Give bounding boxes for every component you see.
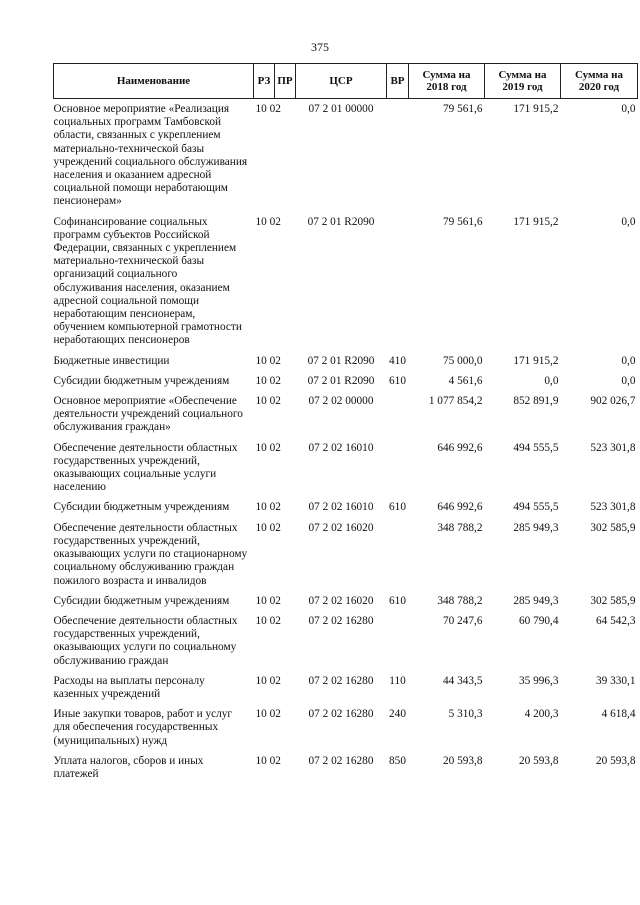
row-sum-2020: 523 301,8 bbox=[590, 441, 636, 454]
row-csr: 07 2 02 16280 bbox=[308, 614, 374, 627]
row-csr: 07 2 02 16280 bbox=[308, 708, 374, 721]
row-sum-2018: 646 992,6 bbox=[437, 501, 483, 514]
row-sum-2018: 4 561,6 bbox=[448, 374, 483, 387]
row-rzpr: 10 02 bbox=[255, 521, 281, 534]
row-sum-2018: 79 561,6 bbox=[442, 103, 483, 115]
row-csr: 07 2 02 16010 bbox=[308, 441, 374, 454]
row-rzpr: 10 02 bbox=[255, 354, 281, 367]
row-sum-2020: 0,0 bbox=[621, 103, 636, 115]
row-sum-2020: 4 618,4 bbox=[601, 708, 636, 721]
table-row bbox=[54, 591, 638, 611]
row-name: Бюджетные инвестиции bbox=[53, 354, 170, 367]
row-sum-2019: 852 891,9 bbox=[513, 395, 559, 408]
row-csr: 07 2 02 16280 bbox=[308, 674, 374, 687]
header-name: Наименование bbox=[54, 64, 254, 99]
row-name: Расходы на выплаты персоналу казенных учреждений bbox=[53, 674, 205, 700]
row-csr: 07 2 02 16280 bbox=[308, 754, 374, 767]
row-sum-2018: 348 788,2 bbox=[437, 594, 483, 607]
row-sum-2020: 64 542,3 bbox=[595, 614, 636, 627]
table-row bbox=[54, 351, 638, 371]
row-sum-2019: 494 555,5 bbox=[513, 441, 559, 454]
row-sum-2019: 0,0 bbox=[544, 374, 559, 387]
row-vr bbox=[387, 438, 409, 498]
table-header-row bbox=[54, 64, 638, 99]
row-sum-2018: 44 343,5 bbox=[442, 674, 483, 687]
row-sum-2018: 1 077 854,2 bbox=[428, 395, 483, 408]
row-vr: 850 bbox=[389, 754, 406, 767]
row-sum-2018: 20 593,8 bbox=[442, 754, 483, 767]
row-vr: 410 bbox=[389, 354, 406, 367]
row-sum-2019: 171 915,2 bbox=[513, 103, 559, 115]
row-rzpr: 10 02 bbox=[255, 103, 281, 115]
header-csr: ЦСР bbox=[296, 64, 387, 99]
header-pr: ПР bbox=[275, 64, 296, 99]
row-vr bbox=[387, 212, 409, 351]
header-rz: РЗ bbox=[254, 64, 275, 99]
row-name: Уплата налогов, сборов и иных платежей bbox=[53, 754, 204, 780]
row-sum-2018: 5 310,3 bbox=[448, 708, 483, 721]
row-csr: 07 2 01 00000 bbox=[308, 103, 374, 115]
row-name: Иные закупки товаров, работ и услуг для обеспечения государственных (муниципальных) нужд bbox=[53, 708, 233, 747]
row-sum-2019: 20 593,8 bbox=[518, 754, 559, 767]
table-row bbox=[54, 438, 638, 498]
row-sum-2020: 302 585,9 bbox=[590, 594, 636, 607]
row-vr: 240 bbox=[389, 708, 406, 721]
row-sum-2018: 348 788,2 bbox=[437, 521, 483, 534]
table-row bbox=[54, 391, 638, 438]
row-rzpr: 10 02 bbox=[255, 501, 281, 514]
row-sum-2019: 60 790,4 bbox=[518, 614, 559, 627]
row-vr: 610 bbox=[389, 594, 406, 607]
row-rzpr: 10 02 bbox=[255, 374, 281, 387]
row-sum-2020: 902 026,7 bbox=[590, 395, 636, 408]
row-rzpr: 10 02 bbox=[255, 614, 281, 627]
row-rzpr: 10 02 bbox=[255, 395, 281, 408]
row-csr: 07 2 02 16010 bbox=[308, 501, 374, 514]
row-vr: 610 bbox=[389, 374, 406, 387]
row-csr: 07 2 01 R2090 bbox=[307, 354, 375, 367]
table-row bbox=[54, 371, 638, 391]
row-name: Субсидии бюджетным учреждениям bbox=[53, 374, 230, 387]
table-row bbox=[54, 518, 638, 591]
row-rzpr: 10 02 bbox=[255, 674, 281, 687]
header-vr: ВР bbox=[387, 64, 409, 99]
row-csr: 07 2 01 R2090 bbox=[307, 215, 375, 228]
table-row bbox=[54, 611, 638, 671]
header-sum-2019: Сумма на 2019 год bbox=[485, 64, 561, 99]
row-rzpr: 10 02 bbox=[255, 708, 281, 721]
row-sum-2019: 285 949,3 bbox=[513, 594, 559, 607]
table-row bbox=[54, 751, 638, 784]
row-rzpr: 10 02 bbox=[255, 754, 281, 767]
row-sum-2020: 0,0 bbox=[621, 354, 636, 367]
row-vr bbox=[387, 518, 409, 591]
row-sum-2019: 35 996,3 bbox=[518, 674, 559, 687]
row-sum-2019: 4 200,3 bbox=[524, 708, 559, 721]
budget-table bbox=[53, 63, 638, 784]
row-name: Субсидии бюджетным учреждениям bbox=[53, 501, 230, 514]
header-sum-2020: Сумма на 2020 год bbox=[561, 64, 638, 99]
row-sum-2020: 0,0 bbox=[621, 374, 636, 387]
row-sum-2019: 171 915,2 bbox=[513, 354, 559, 367]
row-sum-2019: 285 949,3 bbox=[513, 521, 559, 534]
row-sum-2020: 523 301,8 bbox=[590, 501, 636, 514]
row-sum-2020: 39 330,1 bbox=[595, 674, 636, 687]
row-vr: 610 bbox=[389, 501, 406, 514]
row-sum-2018: 75 000,0 bbox=[442, 354, 483, 367]
row-sum-2020: 302 585,9 bbox=[590, 521, 636, 534]
row-rzpr: 10 02 bbox=[255, 594, 281, 607]
page-number: 375 bbox=[311, 40, 329, 54]
table-row bbox=[54, 704, 638, 751]
row-sum-2020: 20 593,8 bbox=[595, 754, 636, 767]
row-vr bbox=[387, 99, 409, 212]
table-row bbox=[54, 99, 638, 212]
row-sum-2019: 171 915,2 bbox=[513, 215, 559, 228]
row-vr bbox=[387, 611, 409, 671]
row-sum-2020: 0,0 bbox=[621, 215, 636, 228]
row-csr: 07 2 02 16020 bbox=[308, 594, 374, 607]
row-sum-2018: 70 247,6 bbox=[442, 614, 483, 627]
row-rzpr: 10 02 bbox=[255, 215, 281, 228]
row-name: Обеспечение деятельности областных государственных учреждений, оказывающих услуги по социальному обслуживанию граждан bbox=[53, 614, 238, 667]
row-csr: 07 2 02 00000 bbox=[308, 395, 374, 408]
row-name: Обеспечение деятельности областных государственных учреждений, оказывающих социальные услуги населению bbox=[53, 441, 238, 494]
row-name: Обеспечение деятельности областных государственных учреждений, оказывающих услуги по стационарному социальному обслуживанию граждан пожилого возраста и инвалидов bbox=[53, 521, 248, 587]
header-sum-2018: Сумма на 2018 год bbox=[409, 64, 485, 99]
table-row bbox=[54, 671, 638, 704]
row-rzpr: 10 02 bbox=[255, 441, 281, 454]
row-sum-2019: 494 555,5 bbox=[513, 501, 559, 514]
row-csr: 07 2 01 R2090 bbox=[307, 374, 375, 387]
row-csr: 07 2 02 16020 bbox=[308, 521, 374, 534]
row-name: Основное мероприятие «Обеспечение деятельности учреждений социального обслуживания граждан» bbox=[53, 395, 243, 434]
row-name: Субсидии бюджетным учреждениям bbox=[53, 594, 230, 607]
row-vr bbox=[387, 391, 409, 438]
row-name: Софинансирование социальных программ субъектов Российской Федерации, связанных с укреплением материально-технической базы организаций социального обслуживания населения, оказанием адресной социальной помощи неработающим пенсионерам, обучением компьютерной грамотности неработающих пенсионеров bbox=[53, 215, 242, 347]
table-row bbox=[54, 212, 638, 351]
row-sum-2018: 646 992,6 bbox=[437, 441, 483, 454]
row-vr: 110 bbox=[389, 674, 406, 687]
table-row bbox=[54, 497, 638, 517]
row-sum-2018: 79 561,6 bbox=[442, 215, 483, 228]
row-name: Основное мероприятие «Реализация социальных программ Тамбовской области, связанных с укреплением материально-технической базы учреждений социального обслуживания населения и оказанием адресной социальной помощи неработающим пенсионерам» bbox=[53, 103, 248, 208]
